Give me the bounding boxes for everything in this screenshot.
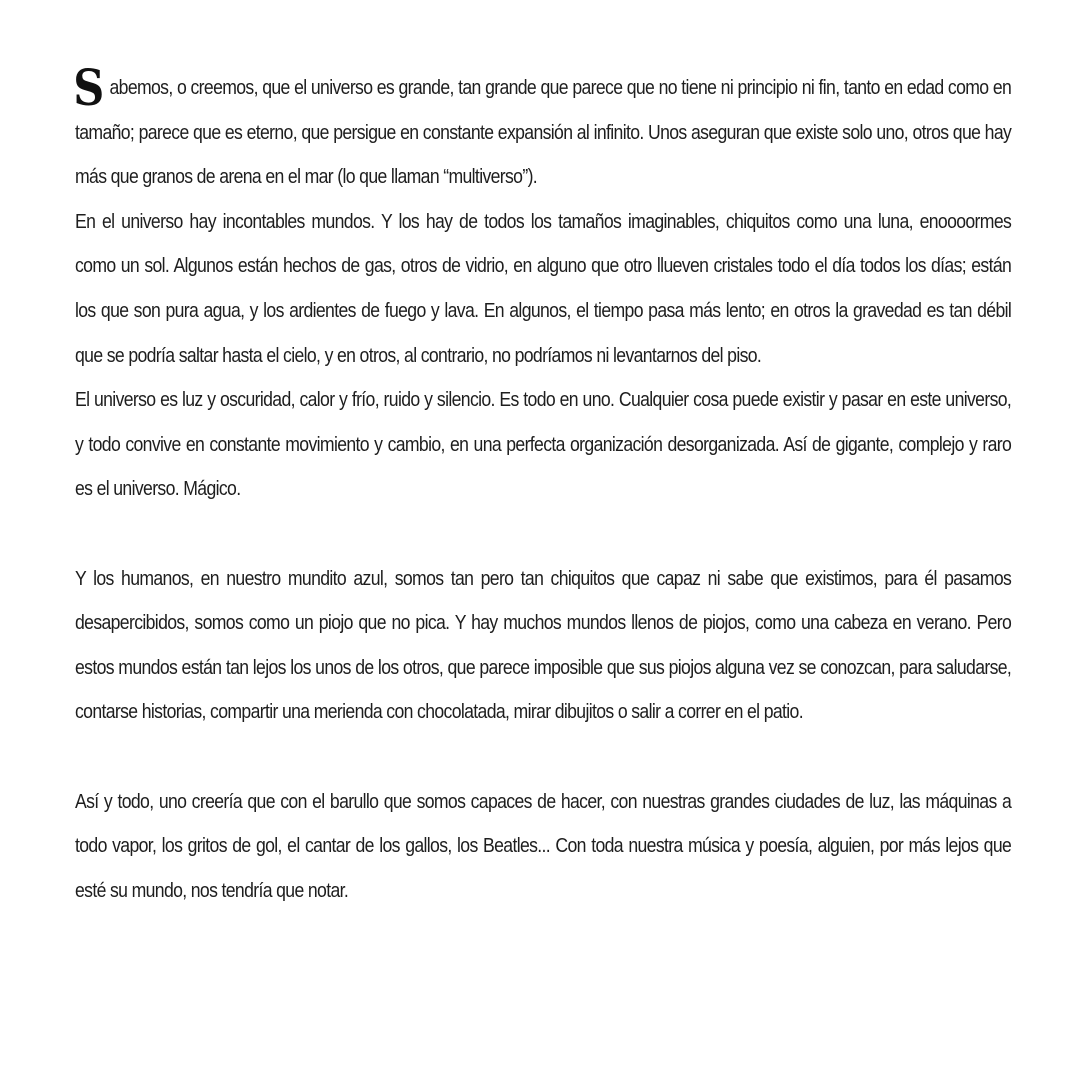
paragraph-intro-text: abemos, o creemos, que el universo es grande, tan grande que parece que no tiene ni principio ni fin, tanto en edad como en tamaño; parece que es eterno, que persigue en constante expansión al infinito. Unos aseguran que existe solo uno, otros que hay más que granos de arena en el mar (lo que llaman “multiverso”). [75, 76, 1012, 189]
paragraph-spacer [75, 735, 1011, 780]
paragraph-spacer [75, 512, 1011, 557]
paragraph-noise: Así y todo, uno creería que con el barullo que somos capaces de hacer, con nuestras grandes ciudades de luz, las máquinas a todo vapor, los gritos de gol, el cantar de los gallos, los Beatles... Con toda nuestra música y poesía, alguien, por más lejos que esté su mundo, nos tendría que notar. [75, 789, 1012, 902]
paragraph-humans: Y los humanos, en nuestro mundito azul, somos tan pero tan chiquitos que capaz ni sabe que existimos, para él pasamos desapercibidos, somos como un piojo que no pica. Y hay muchos mundos llenos de piojos, como una cabeza en verano. Pero estos mundos están tan lejos los unos de los otros, que parece imposible que sus piojos alguna vez se conozcan, para saludarse, contarse historias, compartir una merienda con chocolatada, mirar dibujitos o salir a correr en el patio. [75, 566, 1012, 724]
paragraph-worlds: En el universo hay incontables mundos. Y los hay de todos los tamaños imaginables, chiquitos como una luna, enoooormes como un sol. Algunos están hechos de gas, otros de vidrio, en alguno que otro llueven cristales todo el día todos los días; están los que son pura agua, y los ardientes de fuego y lava. En algunos, el tiempo pasa más lento; en otros la gravedad es tan débil que se podría saltar hasta el cielo, y en otros, al contrario, no podríamos ni levantarnos del piso. [75, 209, 1012, 367]
paragraph-intro [73, 58, 1012, 200]
paragraph-light-and-dark: El universo es luz y oscuridad, calor y frío, ruido y silencio. Es todo en uno. Cualquier cosa puede existir y pasar en este universo, y todo convive en constante movimiento y cambio, en una perfecta organización desorganizada. Así de gigante, complejo y raro es el universo. Mágico. [75, 388, 1012, 501]
drop-cap: S [73, 58, 105, 117]
story-text [73, 58, 1012, 913]
